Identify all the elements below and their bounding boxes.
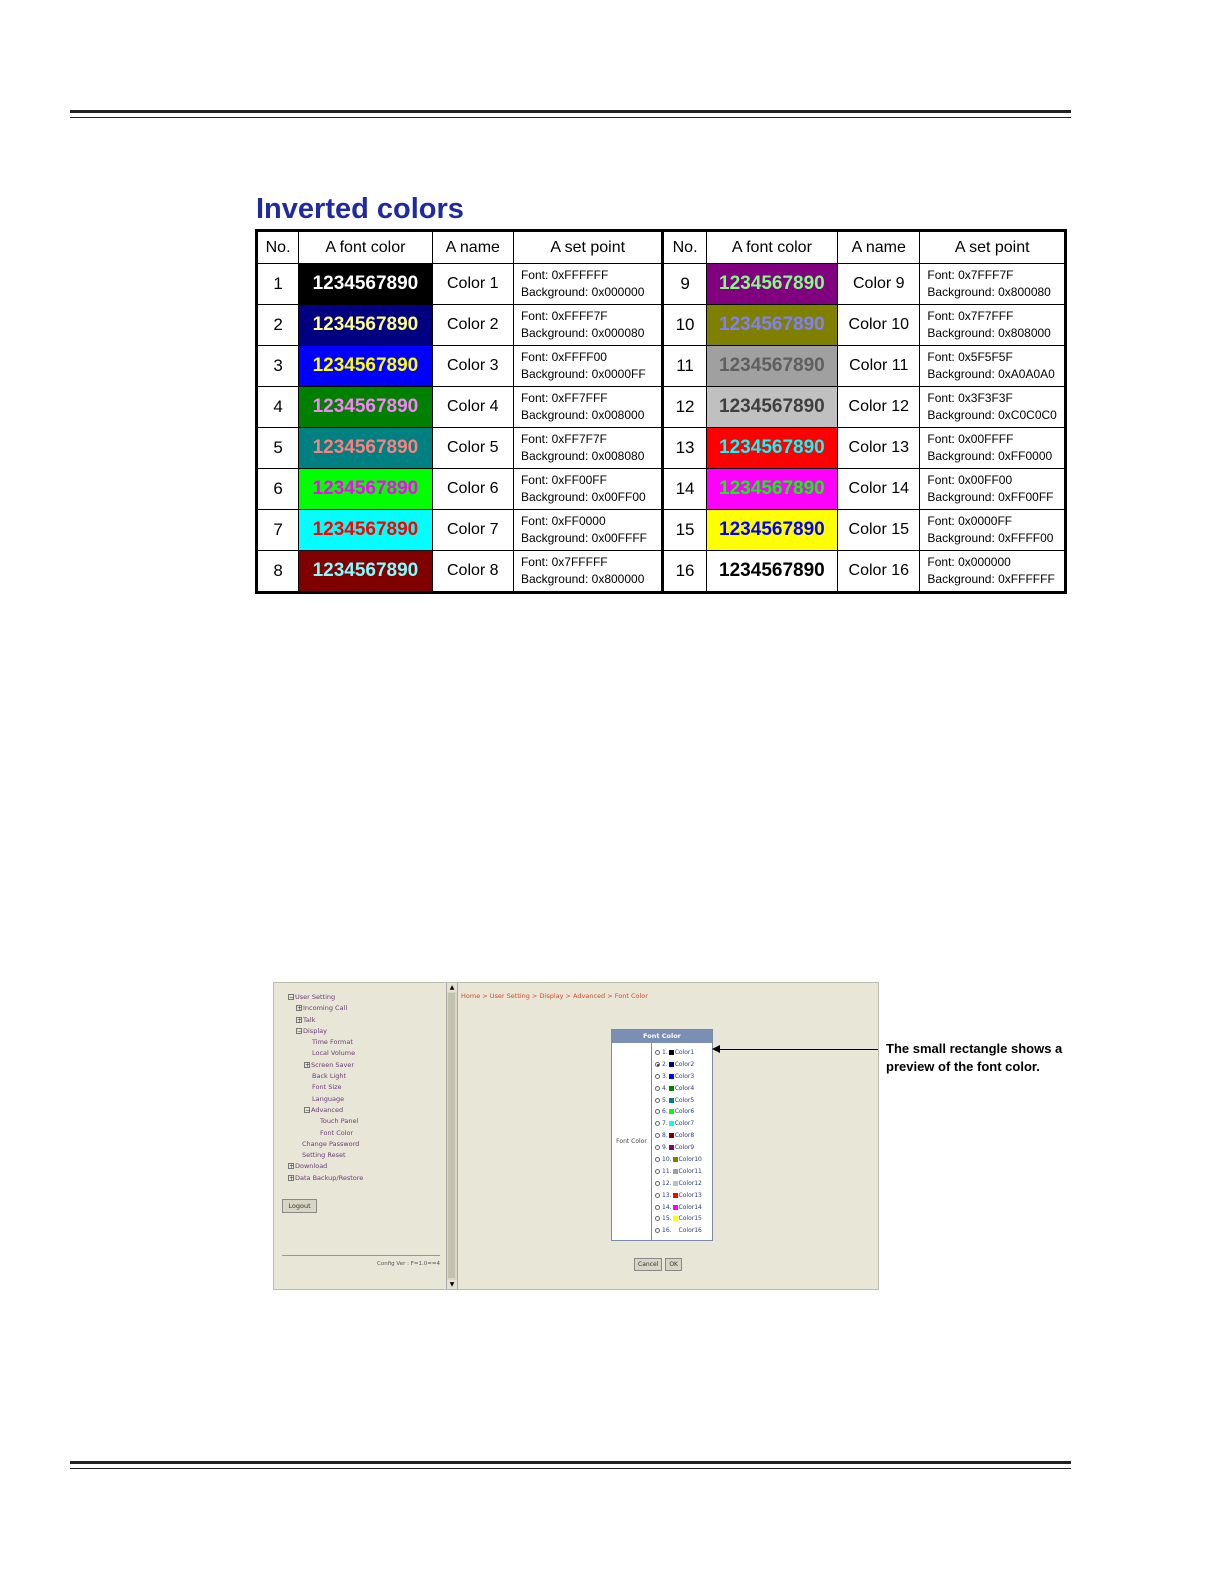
- color-sample: 1234567890: [706, 264, 837, 305]
- tree-item[interactable]: [288, 1094, 363, 1105]
- scroll-thumb[interactable]: [448, 993, 455, 1278]
- option-label: Color10: [678, 1156, 702, 1164]
- color-name: Color 8: [432, 551, 513, 593]
- background-value: Background: 0xFFFF00: [927, 531, 1054, 545]
- tree-item[interactable]: [288, 1139, 363, 1150]
- set-point: [920, 510, 1066, 551]
- color-preview-chip: [673, 1181, 678, 1186]
- color-sample: 1234567890: [299, 264, 432, 305]
- radio-button[interactable]: [655, 1062, 660, 1067]
- table-row: [257, 305, 1066, 346]
- color-preview-chip: [673, 1216, 678, 1221]
- option-label: Color5: [674, 1096, 695, 1104]
- option-label: Color7: [674, 1120, 695, 1128]
- color-name: Color 1: [432, 264, 513, 305]
- nav-pane: [274, 983, 446, 1289]
- background-value: Background: 0x00FF00: [520, 490, 646, 504]
- tree-item-label: Local Volume: [312, 1049, 356, 1058]
- color-option[interactable]: [655, 1142, 702, 1154]
- font-value: Font: 0x7FFFFF: [520, 555, 608, 569]
- button-group: [634, 1251, 685, 1271]
- radio-button[interactable]: [655, 1205, 660, 1210]
- radio-button[interactable]: [655, 1216, 660, 1221]
- set-point: [513, 346, 663, 387]
- background-value: Background: 0xFF00FF: [927, 490, 1054, 504]
- set-point: [513, 551, 663, 593]
- option-label: Color12: [678, 1179, 702, 1187]
- font-value: Font: 0x00FFFF: [927, 432, 1014, 446]
- font-value: Font: 0xFFFF00: [520, 350, 607, 364]
- font-value: Font: 0xFF00FF: [520, 473, 607, 487]
- color-preview-chip: [673, 1193, 678, 1198]
- row-number: 8: [257, 551, 299, 593]
- header-name: A name: [432, 231, 513, 264]
- color-sample: 1234567890: [299, 510, 432, 551]
- radio-button[interactable]: [655, 1181, 660, 1186]
- tree-item[interactable]: [288, 1128, 363, 1139]
- option-number: 11.: [662, 1167, 672, 1175]
- table-header-row: [257, 231, 1066, 264]
- font-value: Font: 0x7F7FFF: [927, 309, 1014, 323]
- font-value: Font: 0x3F3F3F: [927, 391, 1013, 405]
- tree-item-label: Incoming Call: [303, 1004, 348, 1013]
- color-option[interactable]: [655, 1071, 702, 1083]
- header-font-color: A font color: [706, 231, 837, 264]
- option-number: 14.: [662, 1203, 672, 1211]
- tree-item-label: Language: [312, 1094, 345, 1103]
- set-point: [920, 469, 1066, 510]
- set-point: [513, 510, 663, 551]
- font-value: Font: 0xFFFFFF: [520, 268, 609, 282]
- table-row: [257, 469, 1066, 510]
- web-ui-screenshot: [273, 982, 879, 1290]
- scroll-up-icon[interactable]: ▲: [447, 983, 457, 992]
- header-no: No.: [663, 231, 706, 264]
- header-font-color: A font color: [299, 231, 432, 264]
- color-sample: 1234567890: [299, 428, 432, 469]
- background-value: Background: 0x800000: [520, 572, 645, 586]
- header-rule-thin: [70, 117, 1071, 118]
- tree-item[interactable]: [288, 1048, 363, 1059]
- header-set-point: A set point: [920, 231, 1066, 264]
- tree-item[interactable]: [288, 1082, 363, 1093]
- color-preview-chip: [669, 1074, 674, 1079]
- radio-button[interactable]: [655, 1074, 660, 1079]
- color-name: Color 3: [432, 346, 513, 387]
- option-label: Color11: [678, 1167, 702, 1175]
- row-number: 6: [257, 469, 299, 510]
- tree-item[interactable]: [288, 1003, 363, 1014]
- tree-item-label: Back Light: [312, 1072, 347, 1081]
- table-row: [257, 510, 1066, 551]
- background-value: Background: 0x000080: [520, 326, 645, 340]
- color-option[interactable]: [655, 1202, 702, 1214]
- option-number: 12.: [662, 1179, 672, 1187]
- tree-item[interactable]: [288, 1116, 363, 1127]
- color-name: Color 16: [838, 551, 920, 593]
- color-name: Color 11: [838, 346, 920, 387]
- header-set-point: A set point: [513, 231, 663, 264]
- radio-button[interactable]: [655, 1145, 660, 1150]
- color-preview-chip: [673, 1169, 678, 1174]
- option-number: 4.: [662, 1084, 668, 1092]
- row-number: 15: [663, 510, 706, 551]
- tree-item-label: Touch Panel: [320, 1117, 359, 1126]
- tree-item[interactable]: [288, 992, 363, 1003]
- option-label: Color1: [674, 1049, 695, 1056]
- radio-button[interactable]: [655, 1121, 660, 1126]
- set-point: [920, 428, 1066, 469]
- radio-button[interactable]: [655, 1109, 660, 1114]
- row-number: 7: [257, 510, 299, 551]
- row-number: 16: [663, 551, 706, 593]
- background-value: Background: 0x008080: [520, 449, 645, 463]
- set-point: [920, 264, 1066, 305]
- callout-arrow: [714, 1049, 878, 1050]
- color-option[interactable]: [655, 1213, 702, 1225]
- background-value: Background: 0xC0C0C0: [927, 408, 1057, 422]
- table-row: [257, 264, 1066, 305]
- color-option[interactable]: [655, 1059, 702, 1071]
- background-value: Background: 0xFFFFFF: [927, 572, 1055, 586]
- background-value: Background: 0xA0A0A0: [927, 367, 1055, 381]
- color-sample: 1234567890: [299, 551, 432, 593]
- radio-button[interactable]: [655, 1228, 660, 1233]
- header-name: A name: [838, 231, 920, 264]
- option-number: 13.: [662, 1191, 672, 1199]
- field-label: Font Color: [612, 1043, 652, 1240]
- option-number: 16.: [662, 1227, 672, 1235]
- color-option[interactable]: [655, 1178, 702, 1190]
- color-name: Color 14: [838, 469, 920, 510]
- set-point: [513, 305, 663, 346]
- row-number: 4: [257, 387, 299, 428]
- option-label: Color2: [674, 1060, 695, 1068]
- background-value: Background: 0x800080: [927, 285, 1051, 299]
- row-number: 2: [257, 305, 299, 346]
- color-preview-chip: [669, 1145, 674, 1150]
- row-number: 12: [663, 387, 706, 428]
- option-number: 6.: [662, 1108, 668, 1116]
- color-option[interactable]: [655, 1118, 702, 1130]
- tree-item-label: Change Password: [302, 1139, 360, 1148]
- color-sample: 1234567890: [706, 551, 837, 593]
- tree-item-label: Screen Saver: [311, 1060, 355, 1069]
- color-name: Color 12: [838, 387, 920, 428]
- table-row: [257, 428, 1066, 469]
- color-option[interactable]: [655, 1166, 702, 1178]
- set-point: [513, 428, 663, 469]
- font-value: Font: 0xFF7F7F: [520, 432, 607, 446]
- option-number: 7.: [662, 1120, 668, 1128]
- color-name: Color 9: [838, 264, 920, 305]
- set-point: [920, 305, 1066, 346]
- radio-button[interactable]: [655, 1133, 660, 1138]
- row-number: 5: [257, 428, 299, 469]
- color-name: Color 4: [432, 387, 513, 428]
- breadcrumb[interactable]: Home > User Setting > Display > Advanced > Font Color: [461, 992, 648, 1000]
- radio-button[interactable]: [655, 1098, 660, 1103]
- tree-item[interactable]: [288, 1173, 363, 1184]
- font-value: Font: 0xFF0000: [520, 514, 606, 528]
- callout-text: The small rectangle shows a preview of the font color.: [886, 1041, 1063, 1074]
- color-preview-chip: [669, 1109, 674, 1114]
- color-option[interactable]: [655, 1047, 702, 1059]
- table-row: [257, 387, 1066, 428]
- font-value: Font: 0x7FFF7F: [927, 268, 1014, 282]
- logout-button[interactable]: Logout: [282, 1199, 317, 1213]
- option-number: 5.: [662, 1096, 668, 1104]
- color-preview-chip: [669, 1086, 674, 1091]
- tree-item-label: Data Backup/Restore: [295, 1173, 364, 1182]
- color-sample: 1234567890: [706, 305, 837, 346]
- row-number: 1: [257, 264, 299, 305]
- radio-button[interactable]: [655, 1157, 660, 1162]
- color-name: Color 5: [432, 428, 513, 469]
- color-name: Color 13: [838, 428, 920, 469]
- option-number: 1.: [662, 1049, 668, 1056]
- background-value: Background: 0x0000FF: [520, 367, 646, 381]
- collapse-icon[interactable]: −: [305, 1106, 311, 1114]
- cancel-button[interactable]: Cancel: [634, 1258, 662, 1271]
- collapse-icon[interactable]: −: [297, 1027, 303, 1035]
- radio-button[interactable]: [655, 1193, 660, 1198]
- color-sample: 1234567890: [706, 428, 837, 469]
- color-option[interactable]: [655, 1154, 702, 1166]
- background-value: Background: 0x00FFFF: [520, 531, 647, 545]
- set-point: [513, 387, 663, 428]
- color-name: Color 2: [432, 305, 513, 346]
- color-preview-chip: [673, 1228, 678, 1233]
- option-number: 9.: [662, 1144, 668, 1152]
- scroll-down-icon[interactable]: ▼: [447, 1280, 457, 1289]
- expand-icon[interactable]: +: [289, 1174, 295, 1182]
- font-value: Font: 0x5F5F5F: [927, 350, 1013, 364]
- option-label: Color4: [674, 1084, 695, 1092]
- table-row: [257, 551, 1066, 593]
- color-sample: 1234567890: [706, 387, 837, 428]
- nav-divider: [282, 1255, 440, 1256]
- color-preview-chip: [669, 1121, 674, 1126]
- tree-item[interactable]: [288, 1105, 363, 1116]
- color-sample: 1234567890: [299, 346, 432, 387]
- color-sample: 1234567890: [706, 346, 837, 387]
- color-name: Color 7: [432, 510, 513, 551]
- set-point: [920, 387, 1066, 428]
- option-number: 10.: [662, 1156, 672, 1164]
- set-point: [920, 551, 1066, 593]
- color-name: Color 15: [838, 510, 920, 551]
- option-number: 8.: [662, 1132, 668, 1140]
- tree-item-label: Font Size: [312, 1083, 342, 1092]
- font-value: Font: 0x00FF00: [927, 473, 1013, 487]
- footer-rule-thin: [70, 1468, 1071, 1469]
- color-option[interactable]: [655, 1106, 702, 1118]
- option-number: 15.: [662, 1215, 672, 1223]
- ok-button[interactable]: OK: [665, 1258, 682, 1271]
- color-sample: 1234567890: [299, 305, 432, 346]
- tree-item-label: User Setting: [295, 993, 336, 1001]
- radio-button[interactable]: [655, 1169, 660, 1174]
- row-number: 14: [663, 469, 706, 510]
- color-option[interactable]: [655, 1190, 702, 1202]
- option-label: Color6: [674, 1108, 695, 1116]
- option-number: 3.: [662, 1072, 668, 1080]
- row-number: 10: [663, 305, 706, 346]
- set-point: [920, 346, 1066, 387]
- color-preview-chip: [669, 1133, 674, 1138]
- config-version: Config Ver : F=1.0==4: [377, 1261, 440, 1267]
- inverted-colors-table: [255, 229, 1067, 594]
- header-no: No.: [257, 231, 299, 264]
- tree-item-label: Font Color: [320, 1128, 354, 1137]
- color-preview-chip: [669, 1062, 674, 1067]
- option-label: Color16: [678, 1227, 702, 1235]
- table-title: Inverted colors: [256, 193, 464, 225]
- color-preview-chip: [669, 1098, 674, 1103]
- option-label: Color14: [678, 1203, 702, 1211]
- tree-item[interactable]: [288, 1026, 363, 1037]
- tree-item[interactable]: [288, 1150, 363, 1161]
- color-option[interactable]: [655, 1095, 702, 1107]
- radio-button[interactable]: [655, 1086, 660, 1091]
- expand-icon[interactable]: +: [297, 1005, 303, 1013]
- expand-icon[interactable]: +: [289, 1163, 295, 1171]
- font-color-panel: [611, 1029, 713, 1241]
- background-value: Background: 0x008000: [520, 408, 645, 422]
- tree-item-label: Setting Reset: [302, 1151, 346, 1160]
- color-preview-chip: [673, 1205, 678, 1210]
- tree-item-label: Download: [295, 1162, 328, 1171]
- collapse-icon[interactable]: −: [289, 994, 295, 1001]
- expand-icon[interactable]: +: [297, 1016, 303, 1024]
- header-rule: [70, 110, 1071, 113]
- color-option[interactable]: [655, 1225, 702, 1237]
- background-value: Background: 0x000000: [520, 285, 645, 299]
- color-preview-chip: [673, 1157, 678, 1162]
- color-preview-chip: [669, 1050, 674, 1055]
- tree-item-label: Time Format: [312, 1038, 353, 1047]
- expand-icon[interactable]: +: [305, 1061, 311, 1069]
- color-sample: 1234567890: [706, 469, 837, 510]
- table-row: [257, 346, 1066, 387]
- row-number: 9: [663, 264, 706, 305]
- color-sample: 1234567890: [706, 510, 837, 551]
- settings-tree: [288, 992, 363, 1184]
- color-name: Color 6: [432, 469, 513, 510]
- color-option[interactable]: [655, 1130, 702, 1142]
- option-label: Color8: [674, 1132, 695, 1140]
- background-value: Background: 0x808000: [927, 326, 1051, 340]
- color-option[interactable]: [655, 1083, 702, 1095]
- font-value: Font: 0x000000: [927, 555, 1011, 569]
- option-number: 2.: [662, 1060, 668, 1068]
- font-value: Font: 0xFF7FFF: [520, 391, 608, 405]
- tree-item[interactable]: [288, 1161, 363, 1172]
- font-value: Font: 0x0000FF: [927, 514, 1013, 528]
- radio-button[interactable]: [655, 1050, 660, 1055]
- tree-item[interactable]: [288, 1060, 363, 1071]
- tree-item-label: Advanced: [311, 1105, 344, 1114]
- row-number: 3: [257, 346, 299, 387]
- panel-title: Font Color: [612, 1030, 712, 1043]
- set-point: [513, 264, 663, 305]
- color-sample: 1234567890: [299, 387, 432, 428]
- option-label: Color3: [674, 1072, 695, 1080]
- scrollbar[interactable]: [446, 983, 458, 1289]
- tree-item-label: Talk: [303, 1015, 316, 1024]
- color-sample: 1234567890: [299, 469, 432, 510]
- set-point: [513, 469, 663, 510]
- tree-item[interactable]: [288, 1037, 363, 1048]
- option-label: Color13: [678, 1191, 702, 1199]
- option-label: Color15: [678, 1215, 702, 1223]
- color-name: Color 10: [838, 305, 920, 346]
- tree-item[interactable]: [288, 1015, 363, 1026]
- background-value: Background: 0xFF0000: [927, 449, 1053, 463]
- footer-rule: [70, 1461, 1071, 1464]
- font-value: Font: 0xFFFF7F: [520, 309, 608, 323]
- option-label: Color9: [674, 1144, 695, 1152]
- tree-item-label: Display: [303, 1026, 327, 1035]
- tree-item[interactable]: [288, 1071, 363, 1082]
- color-options: [655, 1047, 702, 1237]
- row-number: 11: [663, 346, 706, 387]
- row-number: 13: [663, 428, 706, 469]
